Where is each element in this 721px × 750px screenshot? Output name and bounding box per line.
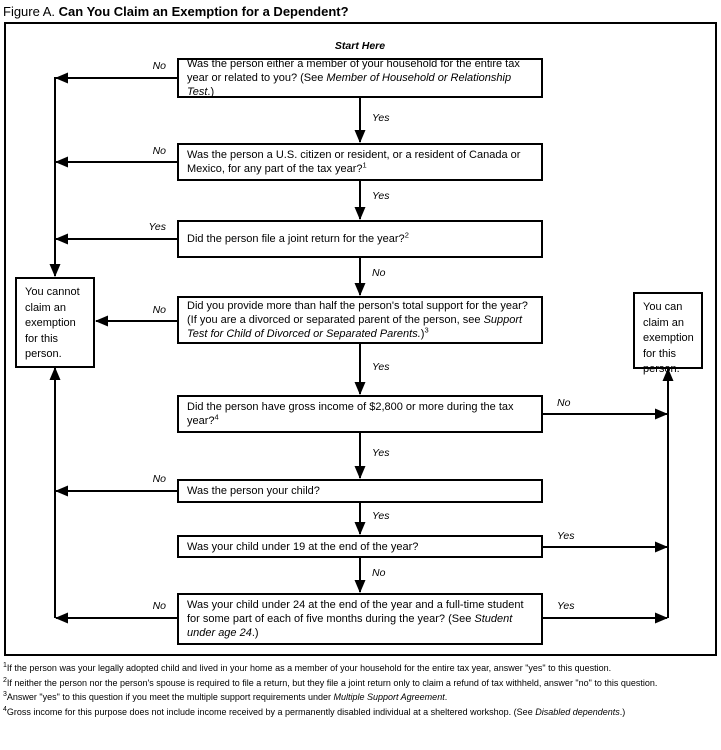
question-text	[179, 398, 541, 430]
question-text-part: )	[420, 328, 425, 340]
result-box-can-claim	[633, 292, 703, 375]
question-box-citizen-test	[177, 143, 543, 181]
footnote-marker: 3	[424, 325, 429, 335]
edge-label-q6-yes: Yes	[372, 510, 390, 522]
footnote-3	[3, 692, 717, 703]
footnotes	[3, 663, 717, 721]
question-box-support-test	[177, 296, 543, 344]
question-box-household-test	[177, 58, 543, 98]
footnote-number: 4	[3, 705, 7, 713]
footnote-text: If neither the person nor the person's spouse is required to file a return, but they file a joint return only to claim a refund of tax withheld, answer "no" to this question.	[6, 677, 658, 688]
question-text-part: .)	[207, 86, 215, 98]
footnote-number: 1	[3, 662, 7, 669]
question-text-part: Did the person have gross income of $2,800 or more during the tax year?	[187, 401, 514, 427]
question-text	[179, 482, 541, 500]
footnote-text: If the person was your legally adopted child and lived in your home as a member of your household for the entire tax year, answer "yes" to this question.	[6, 663, 612, 673]
footnote-text: Gross income for this purpose does not include income received by a permanently disabled individual at a sheltered workshop. (See	[6, 706, 536, 717]
figure-title-prefix: Figure A.	[3, 4, 56, 19]
edge-label-q6-no: No	[152, 473, 166, 485]
footnote-marker: 2	[404, 230, 409, 240]
result-cannot-text: You cannot claim an exemption for this person.	[25, 286, 80, 360]
question-text	[179, 596, 541, 642]
edge-label-q1-no: No	[152, 60, 166, 72]
question-text-part: Was the person a U.S. citizen or resident, or a resident of Canada or Mexico, for any part of the tax year?	[187, 149, 521, 175]
question-text-italic: Member of Household or Relationship Test	[187, 72, 512, 98]
footnote-marker: 1	[362, 160, 367, 170]
footnote-text: .)	[619, 706, 626, 717]
edge-label-q7-yes: Yes	[557, 530, 575, 542]
edge-label-q8-no: No	[152, 600, 166, 612]
result-can-text: You can claim an exemption for this person.	[643, 301, 694, 375]
edge-label-q3-yes: Yes	[148, 221, 166, 233]
footnote-text: Answer "yes" to this question if you meet the multiple support requirements under	[6, 692, 334, 702]
question-text-part: Did the person file a joint return for the year?	[187, 233, 405, 245]
question-text-part: Was the person your child?	[187, 485, 320, 497]
question-text	[179, 146, 541, 178]
footnote-italic: Multiple Support Agreement	[333, 692, 445, 702]
question-text	[179, 297, 541, 343]
result-box-cannot-claim	[15, 277, 95, 368]
edge-label-q5-no: No	[557, 397, 571, 409]
edge-label-q5-yes: Yes	[372, 447, 390, 459]
edge-label-q2-yes: Yes	[372, 190, 390, 202]
question-text-italic: Support Test for Child of Divorced or Separated Parents.	[187, 314, 523, 340]
start-here-label: Start Here	[334, 40, 386, 52]
question-box-under-19	[177, 535, 543, 558]
edge-label-q3-no: No	[372, 267, 386, 279]
question-text	[179, 55, 541, 101]
edge-label-q1-yes: Yes	[372, 112, 390, 124]
question-text-part: Was the person either a member of your household for the entire tax year or related to you? (See	[187, 58, 520, 84]
question-text-part: Was your child under 24 at the end of the year and a full-time student for some part of each of five months during the year? (See	[187, 599, 524, 625]
question-text	[179, 230, 541, 248]
edge-label-q2-no: No	[152, 145, 166, 157]
footnote-1	[3, 663, 717, 674]
edge-label-q7-no: No	[372, 567, 386, 579]
edge-label-q4-no: No	[152, 304, 166, 316]
question-box-your-child	[177, 479, 543, 503]
footnote-marker: 4	[214, 412, 219, 422]
edge-label-q8-yes: Yes	[557, 600, 575, 612]
footnote-2	[3, 678, 717, 689]
question-text-part: .)	[251, 627, 259, 639]
edge-label-q4-yes: Yes	[372, 361, 390, 373]
question-text-italic: Student under age 24	[187, 613, 513, 639]
footnote-text: .	[444, 692, 448, 702]
question-box-under-24-student	[177, 593, 543, 645]
question-box-gross-income	[177, 395, 543, 433]
figure-title-main: Can You Claim an Exemption for a Dependent?	[58, 4, 349, 19]
question-text-part: Did you provide more than half the person's total support for the year? (If you are a divorced or separated parent of the person, see	[187, 300, 528, 326]
question-text-part: Was your child under 19 at the end of the year?	[187, 540, 419, 553]
footnote-number: 3	[3, 691, 7, 698]
question-box-joint-return	[177, 220, 543, 258]
footnote-number: 2	[3, 676, 7, 684]
footnote-italic: Disabled dependents	[535, 706, 620, 717]
footnote-4	[3, 707, 717, 718]
question-text	[179, 538, 541, 556]
